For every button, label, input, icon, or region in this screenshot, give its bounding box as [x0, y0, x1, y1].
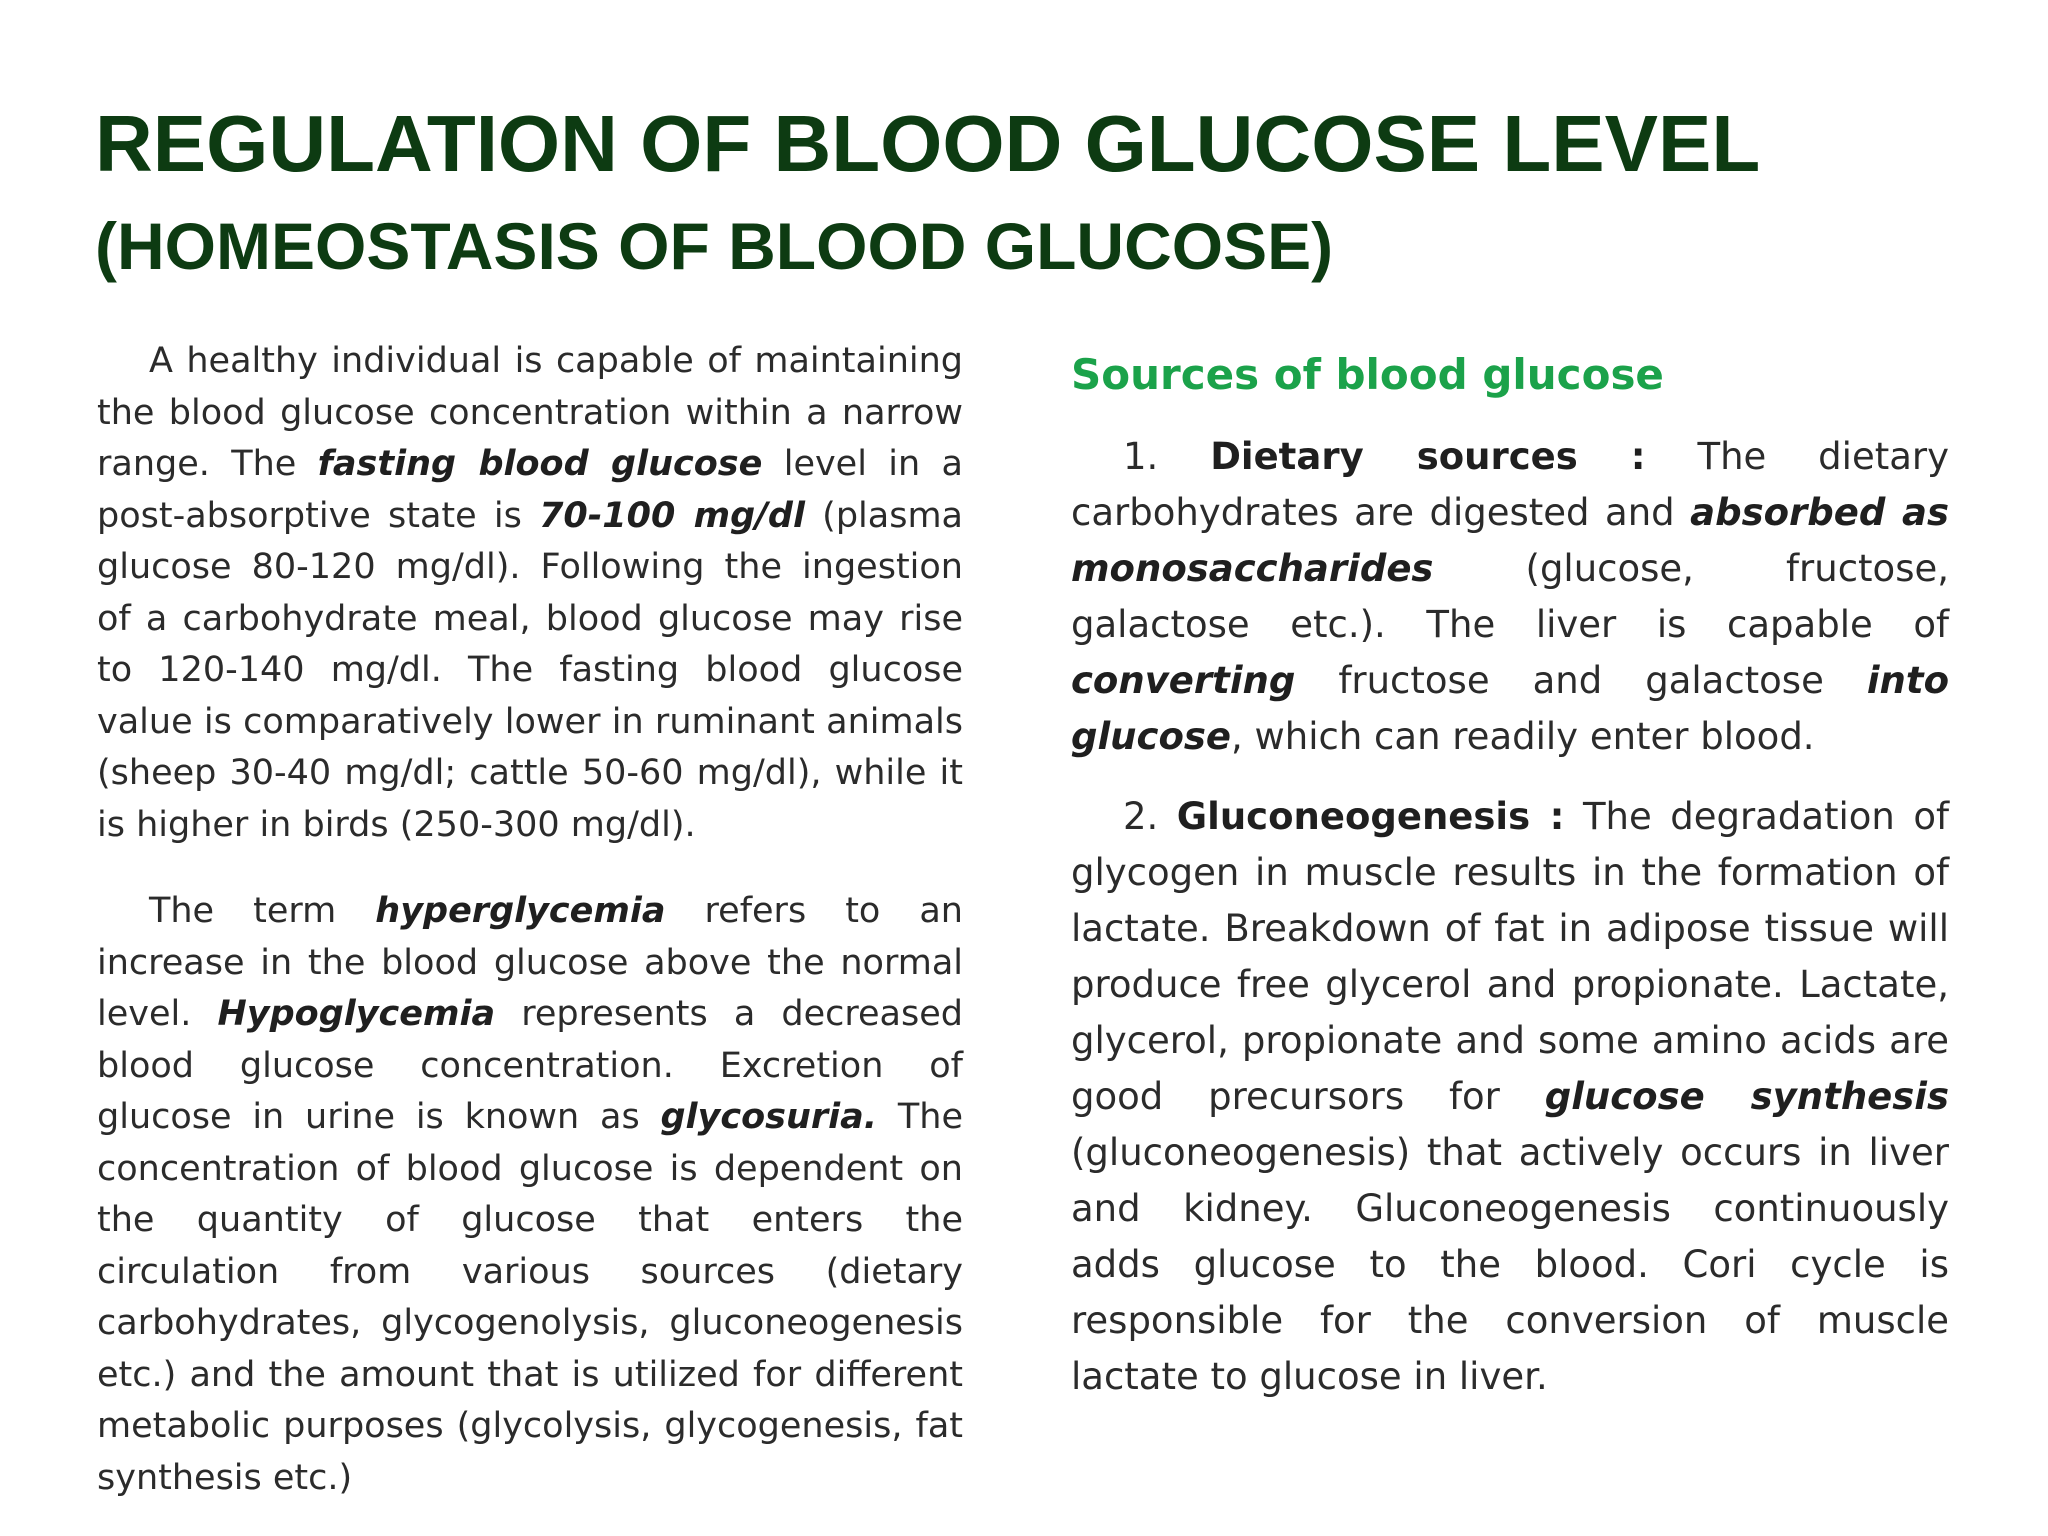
text-span: represents a decreased blood glucose concentration. Excretion of glucose in urine is known as	[97, 994, 963, 1137]
text-span: The degradation of glycogen in muscle results in the formation of lactate. Breakdown of fat in adipose tissue will produce free glycerol and propionate. Lactate, glycerol, propionate and some amino acids are good precursors for	[1071, 795, 1949, 1118]
paragraph-normal-glucose	[97, 336, 963, 851]
item-label-dietary-sources: Dietary sources :	[1210, 435, 1646, 478]
emphasis-converting: converting	[1071, 659, 1296, 702]
text-span: refers to an increase in the blood glucose above the normal level.	[97, 891, 963, 1034]
text-span: (glucose, fructose, galactose etc.). The liver is capable of	[1071, 547, 1949, 646]
text-span: A healthy individual is capable of maintaining the blood glucose concentration within a narrow range. The	[97, 341, 963, 484]
text-span: The concentration of blood glucose is dependent on the quantity of glucose that enters the circulation from various sources (dietary carbohydrates, glycogenolysis, gluconeogenesis etc.) and the amount that is utilized for different metabolic purposes (glycolysis, glycogenesis, fat synthesis etc.)	[97, 1097, 963, 1498]
emphasis-absorbed-monosaccharides: absorbed as monosaccharides	[1071, 491, 1949, 590]
slide-title: REGULATION OF BLOOD GLUCOSE LEVEL	[95, 99, 1761, 188]
emphasis-hypoglycemia: Hypoglycemia	[217, 994, 496, 1034]
list-item-dietary-sources	[1071, 429, 1949, 765]
slide-subtitle: (HOMEOSTASIS OF BLOOD GLUCOSE)	[95, 209, 1334, 283]
emphasis-glucose-synthesis: glucose synthesis	[1544, 1075, 1949, 1118]
text-span: , which can readily enter blood.	[1230, 715, 1815, 758]
section-heading-sources: Sources of blood glucose	[1071, 350, 1664, 399]
text-span: The dietary carbohydrates are digested and	[1071, 435, 1949, 534]
emphasis-fasting-range: 70-100 mg/dl	[539, 495, 805, 536]
list-number: 1.	[1123, 435, 1211, 478]
text-span: fructose and galactose	[1295, 659, 1867, 702]
left-text-column	[97, 336, 963, 1504]
right-text-column	[1071, 345, 1949, 1405]
item-label-gluconeogenesis: Gluconeogenesis :	[1176, 795, 1565, 838]
text-span: level in a post-absorptive state is	[97, 444, 963, 536]
emphasis-fasting-blood-glucose: fasting blood glucose	[317, 444, 763, 484]
list-number: 2.	[1123, 795, 1177, 838]
paragraph-glycemia-terms	[97, 886, 963, 1504]
text-span: (gluconeogenesis) that actively occurs in liver and kidney. Gluconeogenesis continuously adds glucose to the blood. Cori cycle is responsible for the conversion of muscle lactate to glucose in liver.	[1071, 1131, 1949, 1398]
text-span: (plasma glucose 80-120 mg/dl). Following the ingestion of a carbohydrate meal, blood glucose may rise to 120-140 mg/dl. The fasting blood glucose value is comparatively lower in ruminant animals (sheep 30-40 mg/dl; cattle 50-60 mg/dl), while it is higher in birds (250-300 mg/dl).	[97, 495, 964, 845]
emphasis-into-glucose: into glucose	[1071, 659, 1949, 758]
text-span: The term	[149, 891, 376, 931]
list-item-gluconeogenesis	[1071, 789, 1949, 1405]
emphasis-glycosuria: glycosuria.	[660, 1097, 878, 1137]
emphasis-hyperglycemia: hyperglycemia	[375, 891, 666, 931]
